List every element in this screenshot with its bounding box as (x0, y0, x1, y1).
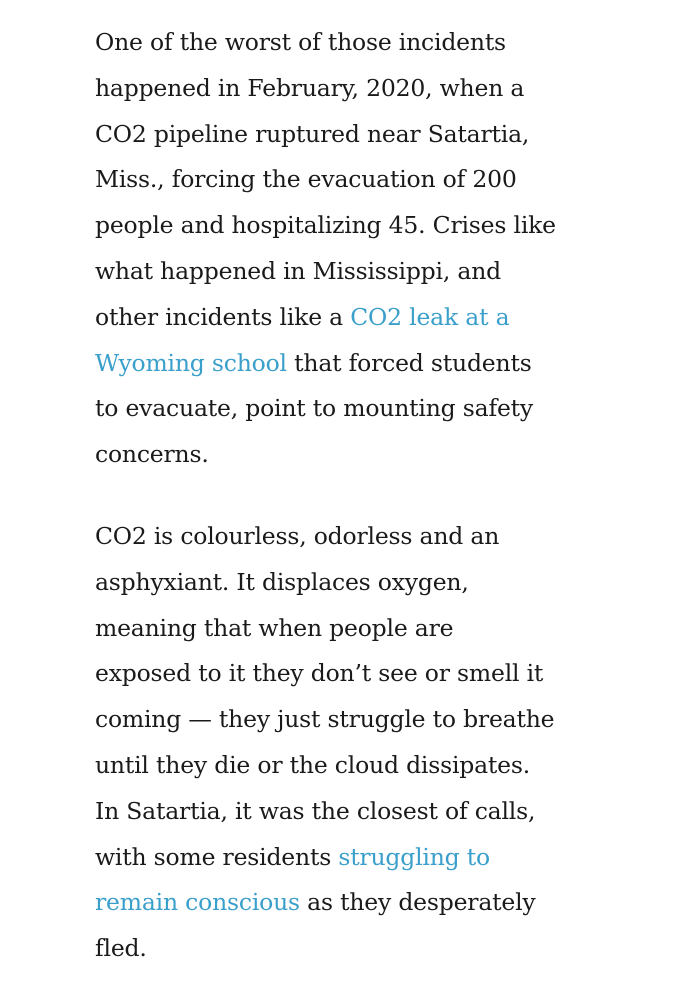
text-line: One of the worst of those incidents (95, 28, 506, 56)
inline-text: other incidents like a (95, 302, 351, 331)
struggling-to-remain-conscious-link-continued[interactable]: remain conscious (95, 888, 300, 917)
inline-text: with some residents (95, 842, 339, 871)
wyoming-school-leak-link-continued[interactable]: Wyoming school (95, 348, 287, 377)
struggling-to-remain-conscious-link[interactable]: struggling to (338, 842, 490, 871)
inline-text: as they desperately (299, 888, 536, 917)
text-line: CO2 is colourless, odorless and an (95, 522, 500, 550)
text-line: people and hospitalizing 45. Crises like (95, 211, 556, 240)
text-line: meaning that when people are (95, 613, 454, 642)
text-line (95, 341, 635, 387)
text-line: asphyxiant. It displaces oxygen, (95, 567, 469, 596)
text-line (95, 295, 635, 341)
text-line: coming — they just struggle to breathe (95, 705, 555, 734)
text-line (95, 880, 635, 926)
paragraph-satartia-incident (95, 20, 635, 478)
text-line: until they die or the cloud dissipates. (95, 750, 530, 779)
text-line: CO2 pipeline ruptured near Satartia, (95, 119, 530, 148)
text-line: to evacuate, point to mounting safety (95, 394, 533, 423)
text-line (95, 835, 635, 881)
wyoming-school-leak-link[interactable]: CO2 leak at a (350, 302, 510, 331)
text-line: In Satartia, it was the closest of calls, (95, 796, 536, 825)
text-line: what happened in Mississippi, and (95, 256, 501, 285)
text-line: concerns. (95, 440, 209, 469)
text-line: fled. (95, 934, 147, 963)
text-line: exposed to it they don’t see or smell it (95, 659, 544, 688)
paragraph-co2-hazard (95, 514, 635, 972)
text-line: Miss., forcing the evacuation of 200 (95, 165, 517, 194)
text-line: happened in February, 2020, when a (95, 73, 525, 102)
inline-text: that forced students (286, 348, 532, 377)
